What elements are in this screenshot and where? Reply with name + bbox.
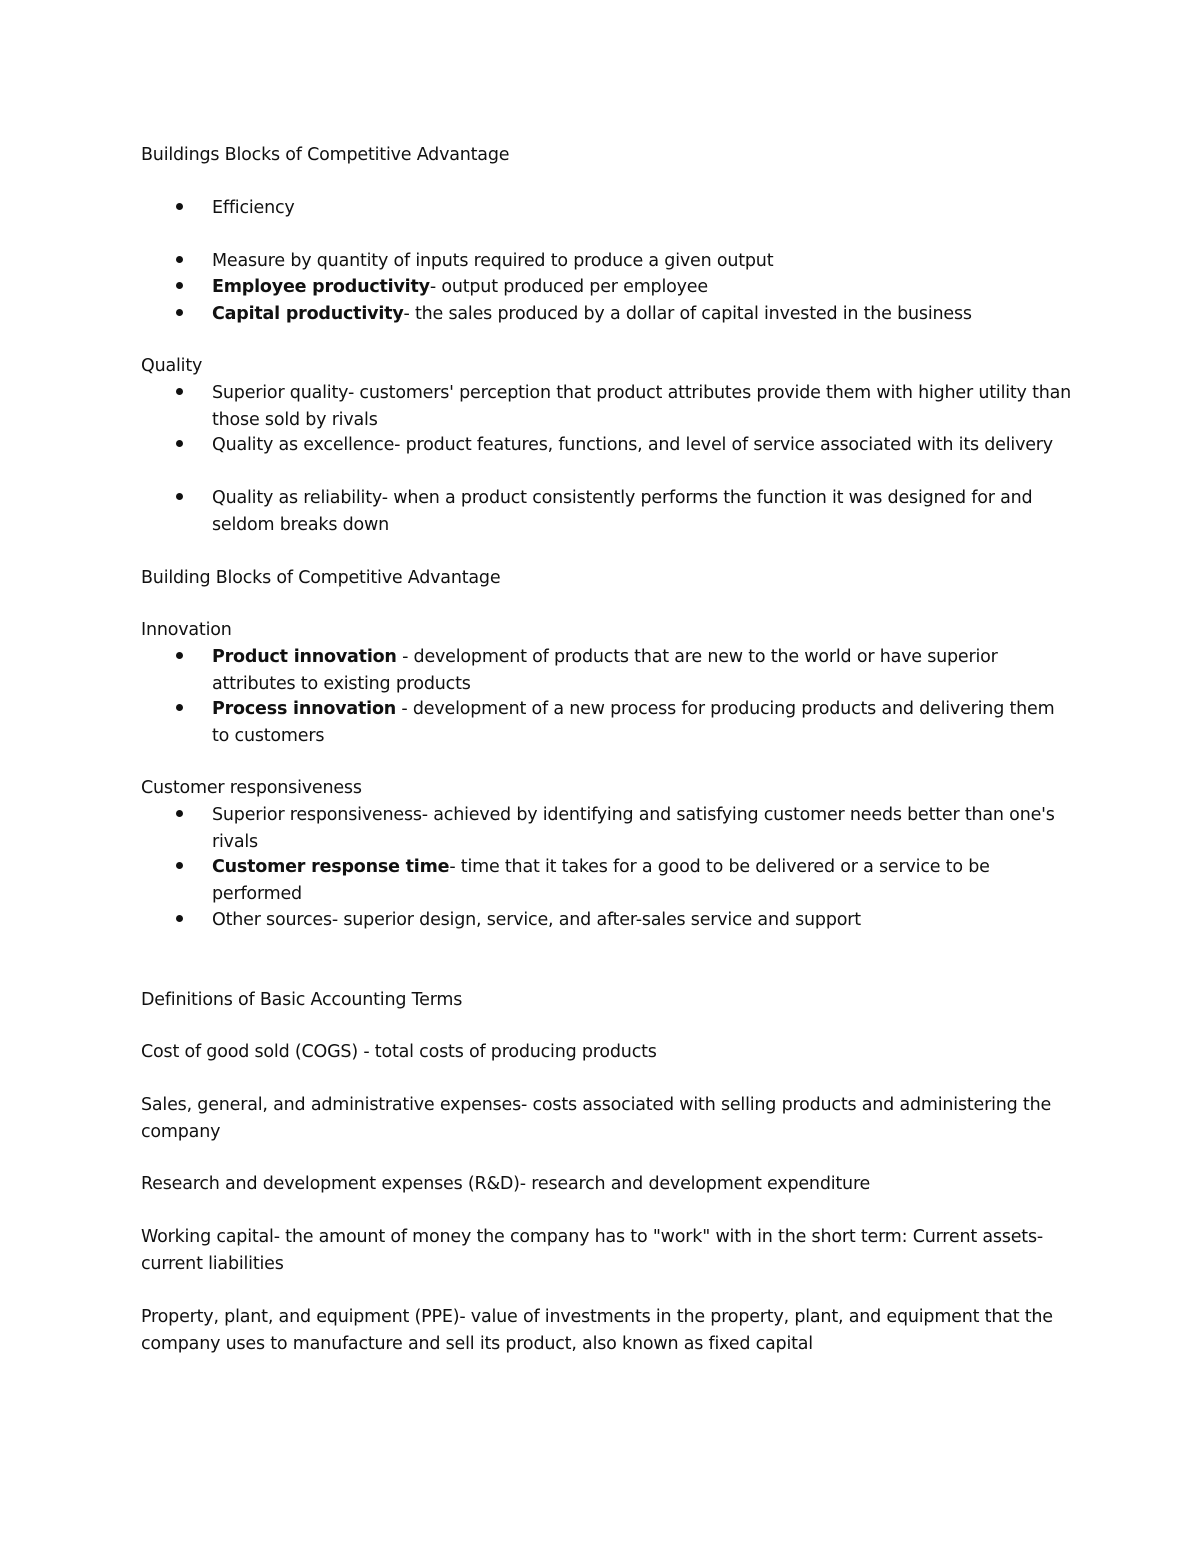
list-item: Quality as excellence- product features, functions, and level of service associated with its delivery [212,435,1053,455]
list-item: Other sources- superior design, service, and after-sales service and support [212,910,861,930]
list-item: Superior responsiveness- achieved by identifying and satisfying customer needs better than one's rivals [212,805,1055,852]
section-heading: Buildings Blocks of Competitive Advantage [141,145,510,165]
bullet-icon [174,802,188,829]
section-heading: Innovation [141,620,232,640]
bullet-icon [174,644,188,671]
bullet-icon [174,195,188,222]
bullet-icon [174,854,188,881]
definition-paragraph: Research and development expenses (R&D)- research and development expenditure [141,1174,871,1194]
bullet-icon [174,301,188,328]
list-item: Employee productivity- output produced per employee [212,277,708,297]
list-item: Efficiency [212,198,295,218]
definition-paragraph: Property, plant, and equipment (PPE)- value of investments in the property, plant, and equipment that the company uses to manufacture and sell its product, also known as fixed capital [141,1307,1053,1354]
list-item: Customer response time- time that it takes for a good to be delivered or a service to be performed [212,857,990,904]
bullet-icon [174,485,188,512]
definition-paragraph: Sales, general, and administrative expenses- costs associated with selling products and administering the company [141,1095,1052,1142]
bullet-icon [174,380,188,407]
bullet-icon [174,696,188,723]
section-heading: Customer responsiveness [141,778,362,798]
bullet-icon [174,907,188,934]
bullet-icon [174,432,188,459]
list-item: Process innovation - development of a new process for producing products and delivering them to customers [212,699,1055,746]
section-heading: Definitions of Basic Accounting Terms [141,990,463,1010]
bullet-icon [174,248,188,275]
definition-paragraph: Working capital- the amount of money the company has to "work" with in the short term: Current assets- current liabilities [141,1227,1043,1274]
bullet-icon [174,274,188,301]
list-item: Quality as reliability- when a product consistently performs the function it was designed for and seldom breaks down [212,488,1033,535]
list-item: Measure by quantity of inputs required to produce a given output [212,251,774,271]
list-item: Capital productivity- the sales produced by a dollar of capital invested in the business [212,304,972,324]
list-item: Superior quality- customers' perception that product attributes provide them with higher utility than those sold by rivals [212,383,1072,430]
section-heading: Quality [141,356,203,376]
definition-paragraph: Cost of good sold (COGS) - total costs of producing products [141,1042,657,1062]
list-item: Product innovation - development of products that are new to the world or have superior attributes to existing products [212,647,998,694]
section-heading: Building Blocks of Competitive Advantage [141,568,501,588]
